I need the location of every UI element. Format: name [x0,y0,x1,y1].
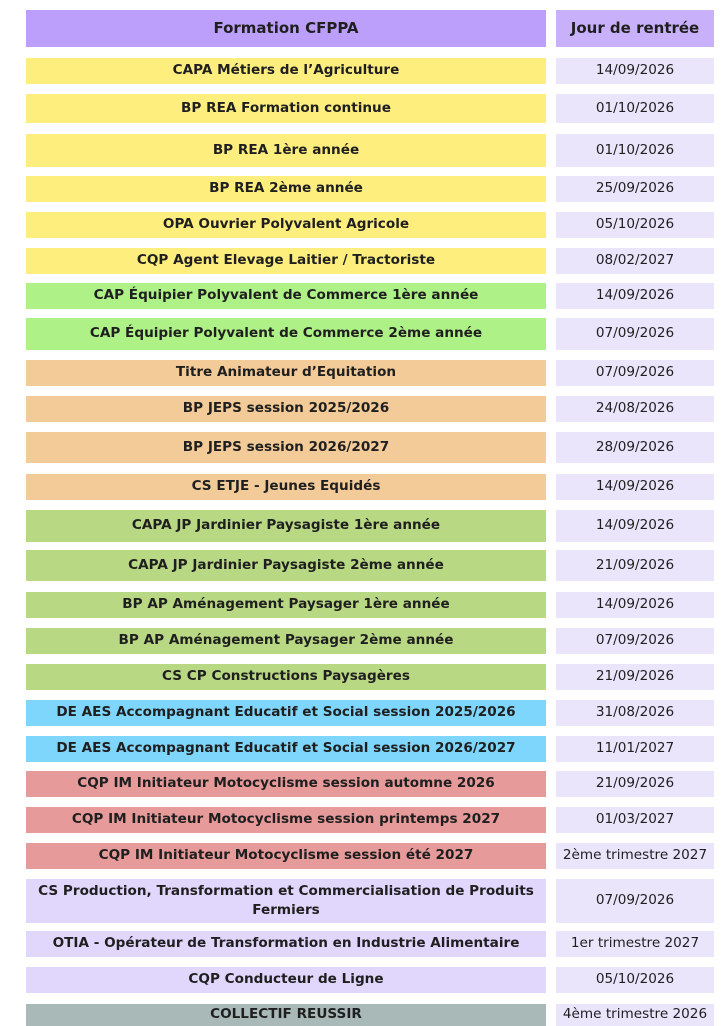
start-date-cell: 05/10/2026 [556,212,714,238]
formation-cell: CQP IM Initiateur Motocyclisme session automne 2026 [26,771,546,797]
formation-cell: DE AES Accompagnant Educatif et Social session 2026/2027 [26,736,546,762]
start-date-cell: 01/10/2026 [556,134,714,167]
formation-cell: CS Production, Transformation et Commercialisation de Produits Fermiers [26,879,546,923]
start-date-cell: 14/09/2026 [556,283,714,309]
formation-cell: BP JEPS session 2025/2026 [26,396,546,422]
column-header-formation: Formation CFPPA [26,10,546,47]
formation-cell: CAPA JP Jardinier Paysagiste 2ème année [26,550,546,581]
start-date-cell: 31/08/2026 [556,700,714,726]
start-date-cell: 07/09/2026 [556,318,714,350]
start-date-cell: 01/03/2027 [556,807,714,833]
start-date-cell: 1er trimestre 2027 [556,931,714,957]
start-date-cell: 4ème trimestre 2026 [556,1004,714,1026]
formation-cell: CAP Équipier Polyvalent de Commerce 1ère année [26,283,546,309]
start-date-cell: 14/09/2026 [556,58,714,84]
start-date-cell: 21/09/2026 [556,771,714,797]
formation-cell: CAPA Métiers de l’Agriculture [26,58,546,84]
start-date-cell: 08/02/2027 [556,248,714,274]
formation-cell: BP JEPS session 2026/2027 [26,432,546,463]
start-date-cell: 14/09/2026 [556,474,714,500]
start-date-cell: 05/10/2026 [556,967,714,993]
start-date-cell: 07/09/2026 [556,628,714,654]
start-date-cell: 24/08/2026 [556,396,714,422]
start-date-cell: 14/09/2026 [556,592,714,618]
formation-cell: CS CP Constructions Paysagères [26,664,546,690]
formation-cell: Titre Animateur d’Equitation [26,360,546,386]
formation-cell: COLLECTIF REUSSIR [26,1004,546,1026]
formation-cell: CQP IM Initiateur Motocyclisme session printemps 2027 [26,807,546,833]
start-date-cell: 21/09/2026 [556,664,714,690]
formation-cell: BP REA 1ère année [26,134,546,167]
formation-cell: CS ETJE - Jeunes Equidés [26,474,546,500]
start-date-cell: 28/09/2026 [556,432,714,463]
formation-cell: CAPA JP Jardinier Paysagiste 1ère année [26,510,546,542]
formation-cell: DE AES Accompagnant Educatif et Social session 2025/2026 [26,700,546,726]
formation-cell: CQP IM Initiateur Motocyclisme session été 2027 [26,843,546,869]
start-date-cell: 01/10/2026 [556,94,714,123]
formation-cell: CQP Agent Elevage Laitier / Tractoriste [26,248,546,274]
start-date-cell: 07/09/2026 [556,360,714,386]
formation-cell: CAP Équipier Polyvalent de Commerce 2ème année [26,318,546,350]
formation-cell: CQP Conducteur de Ligne [26,967,546,993]
column-header-date: Jour de rentrée [556,10,714,47]
start-date-cell: 14/09/2026 [556,510,714,542]
formation-cell: BP AP Aménagement Paysager 2ème année [26,628,546,654]
formation-cell: OTIA - Opérateur de Transformation en Industrie Alimentaire [26,931,546,957]
formation-cell: BP AP Aménagement Paysager 1ère année [26,592,546,618]
formation-cell: BP REA Formation continue [26,94,546,123]
start-date-cell: 25/09/2026 [556,176,714,202]
start-date-cell: 2ème trimestre 2027 [556,843,714,869]
start-date-cell: 11/01/2027 [556,736,714,762]
formation-cell: BP REA 2ème année [26,176,546,202]
start-date-cell: 21/09/2026 [556,550,714,581]
formation-cell: OPA Ouvrier Polyvalent Agricole [26,212,546,238]
start-date-cell: 07/09/2026 [556,879,714,923]
